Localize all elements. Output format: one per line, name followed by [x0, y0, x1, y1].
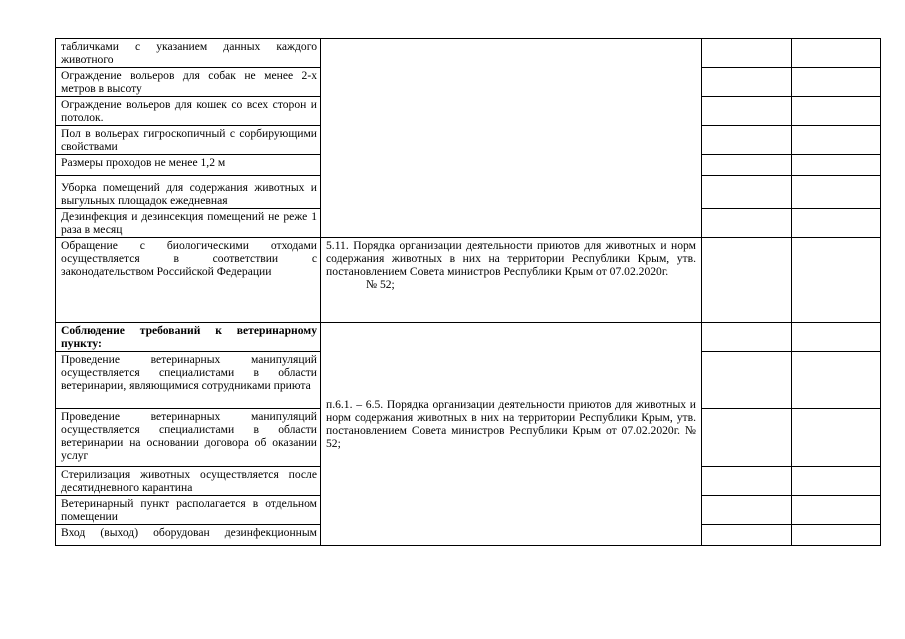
note-cell[interactable] [792, 467, 881, 496]
note-cell[interactable] [792, 496, 881, 525]
note-cell[interactable] [792, 126, 881, 155]
note-cell[interactable] [792, 155, 881, 176]
mark-cell[interactable] [702, 323, 792, 352]
mark-cell[interactable] [702, 352, 792, 409]
mark-cell[interactable] [702, 39, 792, 68]
table-row [56, 238, 881, 323]
note-cell[interactable] [792, 525, 881, 546]
note-cell[interactable] [792, 409, 881, 467]
mark-cell[interactable] [702, 409, 792, 467]
mark-cell[interactable] [702, 238, 792, 323]
requirement-cell: Ограждение вольеров для кошек со всех сторон и потолок. [56, 97, 321, 126]
requirement-cell: Размеры проходов не менее 1,2 м [56, 155, 321, 176]
mark-cell[interactable] [702, 97, 792, 126]
requirement-cell: Ветеринарный пункт располагается в отдельном помещении [56, 496, 321, 525]
inspection-checklist-table [55, 38, 881, 546]
reference-number: № 52; [366, 278, 395, 291]
note-cell[interactable] [792, 209, 881, 238]
reference-text: 5.11. Порядка организации деятельности приютов для животных и норм содержания животных в них на территории Республики Крым, утв. постановлением Совета министров Республики Крым от 07.02.2020г. [326, 239, 696, 278]
reference-cell-empty [321, 39, 702, 238]
note-cell[interactable] [792, 97, 881, 126]
note-cell[interactable] [792, 176, 881, 209]
requirement-cell: Вход (выход) оборудован дезинфекционным [56, 525, 321, 546]
note-cell[interactable] [792, 323, 881, 352]
note-cell[interactable] [792, 68, 881, 97]
section-heading: Соблюдение требований к ветеринарному пункту: [56, 323, 321, 352]
requirement-cell: Пол в вольерах гигроскопичный с сорбирующими свойствами [56, 126, 321, 155]
requirement-cell: Проведение ветеринарных манипуляций осуществляется специалистами в области ветеринарии на основании договора об оказании услуг [56, 409, 321, 467]
note-cell[interactable] [792, 352, 881, 409]
mark-cell[interactable] [702, 467, 792, 496]
requirement-cell: Стерилизация животных осуществляется после десятидневного карантина [56, 467, 321, 496]
requirement-cell: табличками с указанием данных каждого животного [56, 39, 321, 68]
note-cell[interactable] [792, 39, 881, 68]
mark-cell[interactable] [702, 155, 792, 176]
requirement-cell: Ограждение вольеров для собак не менее 2-х метров в высоту [56, 68, 321, 97]
mark-cell[interactable] [702, 525, 792, 546]
table-row [56, 39, 881, 68]
mark-cell[interactable] [702, 68, 792, 97]
reference-cell: п.6.1. – 6.5. Порядка организации деятельности приютов для животных и норм содержания животных в них на территории Республики Крым, утв. постановлением Совета министров Республики Крым от 07.02.2020г. № 52; [321, 323, 702, 546]
reference-cell [321, 238, 702, 323]
mark-cell[interactable] [702, 496, 792, 525]
note-cell[interactable] [792, 238, 881, 323]
requirement-cell: Уборка помещений для содержания животных и выгульных площадок ежедневная [56, 176, 321, 209]
requirement-cell: Обращение с биологическими отходами осуществляется в соответствии с законодательством Российской Федерации [56, 238, 321, 323]
mark-cell[interactable] [702, 126, 792, 155]
table-row [56, 323, 881, 352]
requirement-cell: Дезинфекция и дезинсекция помещений не реже 1 раза в месяц [56, 209, 321, 238]
mark-cell[interactable] [702, 176, 792, 209]
requirement-cell: Проведение ветеринарных манипуляций осуществляется специалистами в области ветеринарии, являющимися сотрудниками приюта [56, 352, 321, 409]
mark-cell[interactable] [702, 209, 792, 238]
